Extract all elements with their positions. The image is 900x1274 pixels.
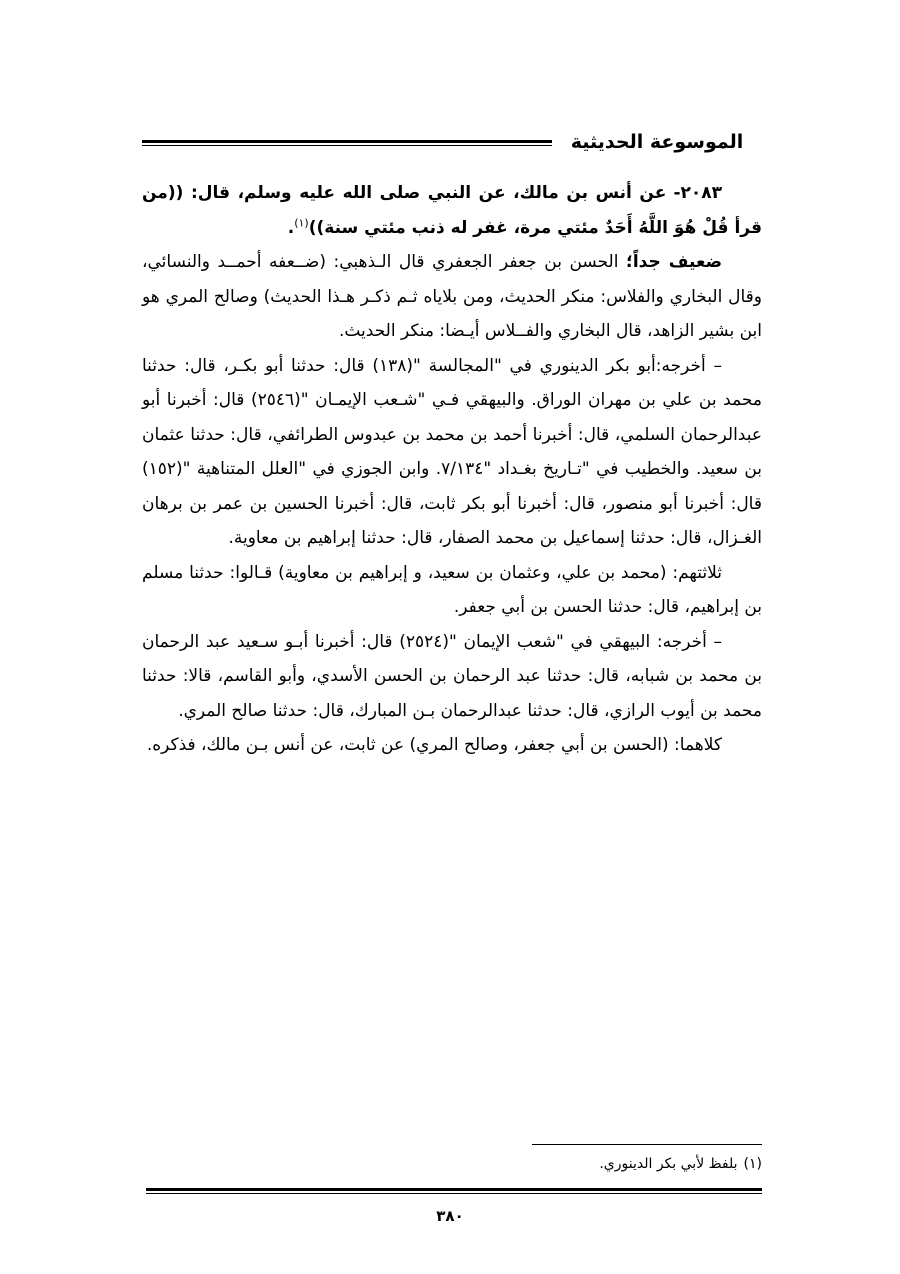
running-header (142, 124, 762, 160)
footnote-separator (532, 1144, 762, 1145)
header-title: الموسوعة الحديثية (552, 130, 762, 154)
footnote-reference: (١) (294, 215, 309, 229)
page-body (142, 176, 762, 763)
hadith-matn: عن أنس بن مالك، عن النبي صلى الله عليه وسلم، قال: ((من قرأ قُلْ هُوَ اللَّهُ أَحَدٌ مئتي مرة، غفر له ذنب مئتي سنة)) (142, 183, 762, 238)
footnote-marker: (١) (743, 1156, 762, 1172)
takhrij-paragraph-4: كلاهما: (الحسن بن أبي جعفر، وصالح المري) عن ثابت، عن أنس بـن مالك، فذكره. (146, 735, 722, 755)
footer-rule (146, 1188, 762, 1194)
grading-label: ضعيف جداً؛ (626, 252, 723, 272)
takhrij-paragraph-3: – أخرجه: البيهقي في "شعب الإيمان "(٢٥٢٤) قال: أخبرنا أبـو سـعيد عبد الرحمان بن محمد بن شبابه، قال: حدثنا عبد الرحمان بن الحسن الأسدي، وأبو القاسم، قالا: حدثنا محمد بن أيوب الرازي، قال: حدثنا عبدالرحمان بـن المبارك، قال: حدثنا صالح المري. (142, 631, 762, 721)
takhrij-paragraph-1: – أخرجه:أبو بكر الدينوري في "المجالسة "(١٣٨) قال: حدثنا أبو بكـر، قال: حدثنا محمد بن علي بن مهران الوراق. والبيهقي فـي "شـعب الإيمـان "(٢٥٤٦) قال: أخبرنا أبو عبدالرحمان السلمي، قال: أخبرنا أحمد بن محمد بن عبدوس الطرائفي، قال: حدثنا عثمان بن سعيد. والخطيب في "تـاريخ بغـداد "٧/١٣٤. وابن الجوزي في "العلل المتناهية "(١٥٢) قال: أخبرنا أبو منصور، قال: أخبرنا أبو بكر ثابت، قال: أخبرنا الحسين بن عمر بن برهان الغـزال، قال: حدثنا إسماعيل بن محمد الصفار، قال: حدثنا إبراهيم بن معاوية. (142, 355, 762, 548)
grading-text: الحسن بن جعفر الجعفري قال الـذهبي: (ضــعفه أحمــد والنسائي، وقال البخاري والفلاس: منكر الحديث، ومن بلاياه ثـم ذكـر هـذا الحديث) وصالح المري هو ابن بشير الزاهد، قال البخاري والفــلاس أيـضا: منكر الحديث. (142, 252, 762, 341)
page-number: ٣٨٠ (436, 1207, 464, 1225)
footnote (142, 1154, 762, 1174)
hadith-number: ٢٠٨٣- (673, 183, 723, 203)
hadith-text (142, 176, 762, 245)
grading-paragraph (142, 245, 762, 349)
takhrij-paragraph-2: ثلاثتهم: (محمد بن علي، وعثمان بن سعيد، و إبراهيم بن معاوية) قـالوا: حدثنا مسلم بن إبراهيم، قال: حدثنا الحسن بن أبي جعفر. (142, 562, 762, 617)
hadith-end: . (287, 217, 295, 238)
footnote-text: بلفظ لأبي بكر الدينوري. (599, 1156, 738, 1172)
header-rule (142, 140, 552, 146)
